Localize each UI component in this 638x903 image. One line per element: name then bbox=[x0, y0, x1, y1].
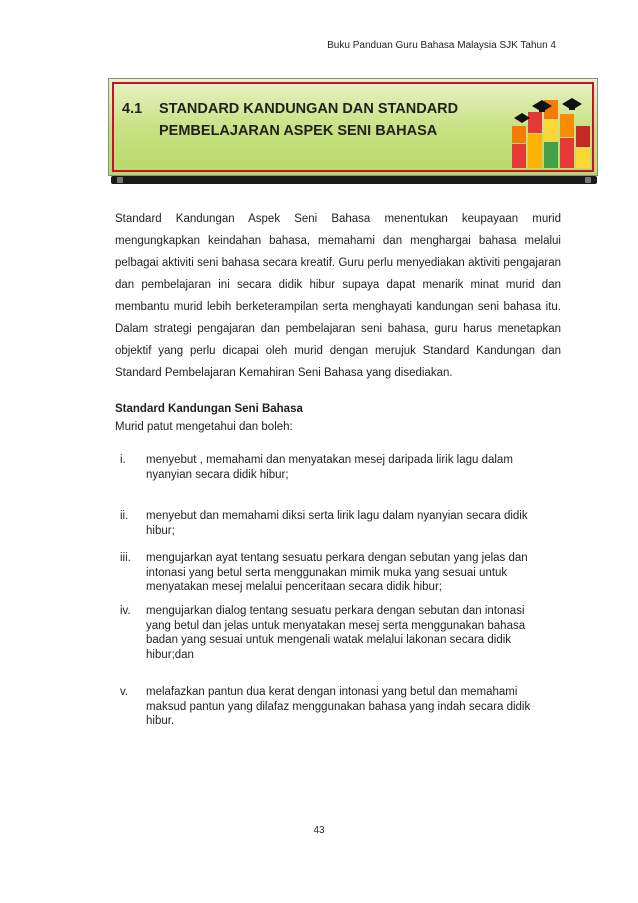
banner-divider-rule bbox=[111, 176, 597, 184]
list-marker: iii. bbox=[120, 552, 131, 564]
banner-number: 4.1 bbox=[122, 101, 143, 117]
banner-title-line1: STANDARD KANDUNGAN DAN STANDARD bbox=[159, 101, 459, 117]
list-text: menyebut , memahami dan menyatakan mesej daripada lirik lagu dalam nyanyian secara didik hibur; bbox=[146, 454, 513, 481]
list-item bbox=[120, 604, 546, 662]
rule-end-right bbox=[585, 177, 591, 183]
list-marker: iv. bbox=[120, 605, 131, 617]
list-text: mengujarkan ayat tentang sesuatu perkara dengan sebutan yang jelas dan intonasi yang betul serta menggunakan mimik muka yang sesuai untuk menyatakan mesej melalui penceritaan secara didik hibur; bbox=[146, 552, 528, 593]
list-marker: i. bbox=[120, 454, 126, 466]
list-item bbox=[120, 685, 546, 729]
banner-title bbox=[122, 98, 458, 142]
rule-end-left bbox=[117, 177, 123, 183]
section-title: Standard Kandungan Seni Bahasa bbox=[115, 403, 303, 415]
books-graduation-cap-icon bbox=[510, 82, 592, 170]
list-text: melafazkan pantun dua kerat dengan intonasi yang betul dan memahami maksud pantun yang dilafaz menggunakan bahasa yang indah secara didik hibur. bbox=[146, 686, 531, 727]
banner-title-line2: PEMBELAJARAN ASPEK SENI BAHASA bbox=[159, 123, 438, 139]
section-intro: Murid patut mengetahui dan boleh: bbox=[115, 421, 293, 433]
list-marker: ii. bbox=[120, 510, 129, 522]
intro-paragraph: Standard Kandungan Aspek Seni Bahasa menentukan keupayaan murid mengungkapkan keindahan bahasa, memahami dan menghargai bahasa melalui pelbagai aktiviti seni bahasa secara kreatif. Guru perlu menyediakan aktiviti pengajaran dan pembelajaran ini secara didik hibur supaya dapat menarik minat murid dan membantu murid lebih berketerampilan serta menghayati kandungan seni bahasa itu. Dalam strategi pengajaran dan pembelajaran seni bahasa, guru harus menetapkan objektif yang perlu dicapai oleh murid dengan merujuk Standard Kandungan dan Standard Pembelajaran Kemahiran Seni Bahasa yang disediakan. bbox=[115, 213, 561, 379]
list-text: mengujarkan dialog tentang sesuatu perkara dengan sebutan dan intonasi yang betul dan jelas untuk menyatakan mesej serta menggunakan bahasa badan yang sesuai untuk mengenali watak melalui lakonan secara didik hibur;dan bbox=[146, 605, 526, 661]
list-item bbox=[120, 509, 546, 538]
list-item bbox=[120, 453, 546, 482]
list-marker: v. bbox=[120, 686, 129, 698]
running-header: Buku Panduan Guru Bahasa Malaysia SJK Tahun 4 bbox=[327, 40, 556, 51]
section-banner bbox=[108, 78, 596, 178]
page-number: 43 bbox=[313, 825, 325, 836]
list-item bbox=[120, 551, 546, 595]
list-text: menyebut dan memahami diksi serta lirik lagu dalam nyanyian secara didik hibur; bbox=[146, 510, 528, 537]
